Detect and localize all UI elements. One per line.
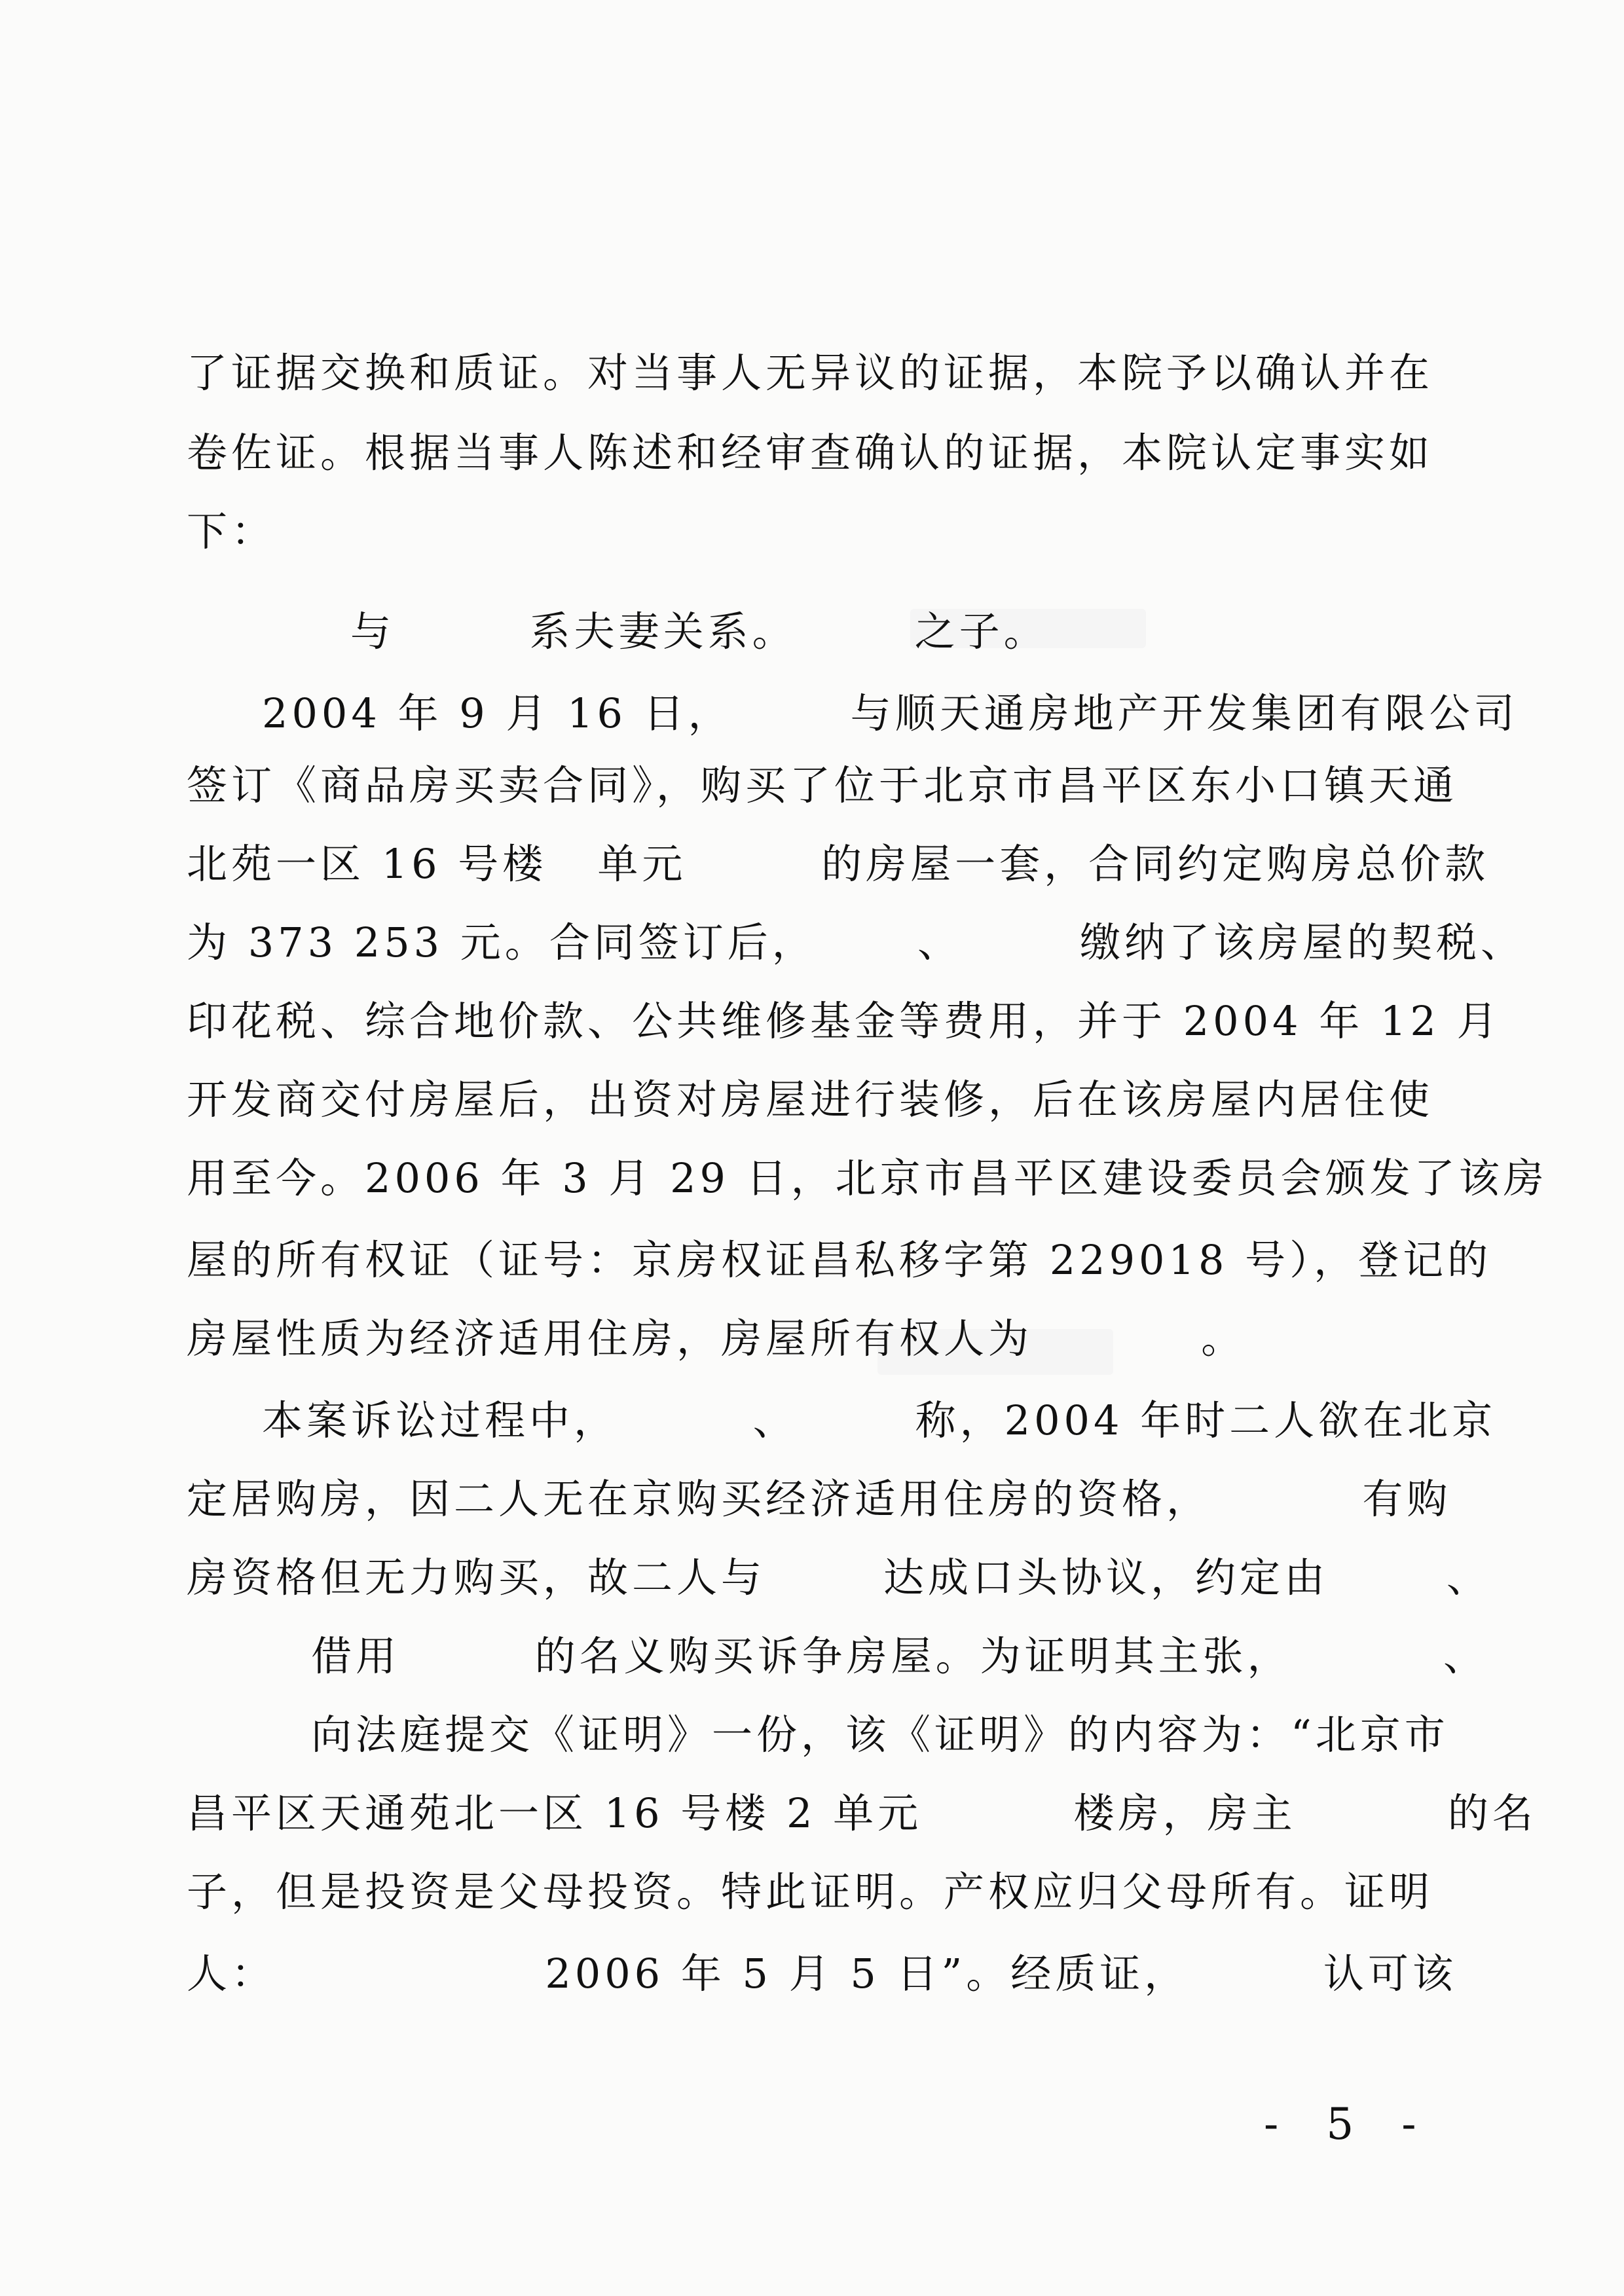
text-line: 与 系夫妻关系。 之子。 (350, 608, 1048, 655)
text-line: 开发商交付房屋后，出资对房屋进行装修，后在该房屋内居住使 (187, 1076, 1434, 1123)
text-line: 了证据交换和质证。对当事人无异议的证据，本院予以确认并在 (187, 349, 1434, 397)
text-line: 房屋性质为经济适用住房，房屋所有权人为 。 (187, 1315, 1246, 1362)
text-line: 下： (187, 507, 276, 555)
text-line: 印花税、综合地价款、公共维修基金等费用，并于 2004 年 12 月 (187, 997, 1502, 1045)
page-number: - 5 - (1264, 2099, 1433, 2149)
text-line: 人： 2006 年 5 月 5 日”。经质证， 认可该 (187, 1950, 1457, 1997)
text-line: 2004 年 9 月 16 日， 与顺天通房地产开发集团有限公司 (262, 689, 1519, 737)
text-line: 向法庭提交《证明》一份，该《证明》的内容为：“北京市 (311, 1711, 1449, 1758)
text-line: 房资格但无力购买，故二人与 达成口头协议，约定由 、 (187, 1554, 1491, 1601)
text-line: 签订《商品房买卖合同》，购买了位于北京市昌平区东小口镇天通 (187, 761, 1458, 809)
text-line: 用至今。2006 年 3 月 29 日，北京市昌平区建设委员会颁发了该房 (187, 1154, 1548, 1202)
text-line: 为 373 253 元。合同签订后， 、 缴纳了该房屋的契税、 (187, 919, 1526, 966)
text-line: 屋的所有权证（证号：京房权证昌私移字第 229018 号），登记的 (187, 1236, 1492, 1284)
text-line: 昌平区天通苑北一区 16 号楼 2 单元 楼房，房主 的名 (187, 1789, 1537, 1837)
text-line: 子，但是投资是父母投资。特此证明。产权应归父母所有。证明 (187, 1868, 1434, 1916)
text-line: 卷佐证。根据当事人陈述和经审查确认的证据，本院认定事实如 (187, 429, 1434, 477)
text-line: 借用 的名义购买诉争房屋。为证明其主张， 、 (311, 1632, 1488, 1680)
text-line: 定居购房，因二人无在京购买经济适用住房的资格， 有购 (187, 1475, 1452, 1523)
text-line: 北苑一区 16 号楼 单元 的房屋一套，合同约定购房总价款 (187, 840, 1490, 888)
text-line: 本案诉讼过程中， 、 称，2004 年时二人欲在北京 (262, 1396, 1497, 1444)
